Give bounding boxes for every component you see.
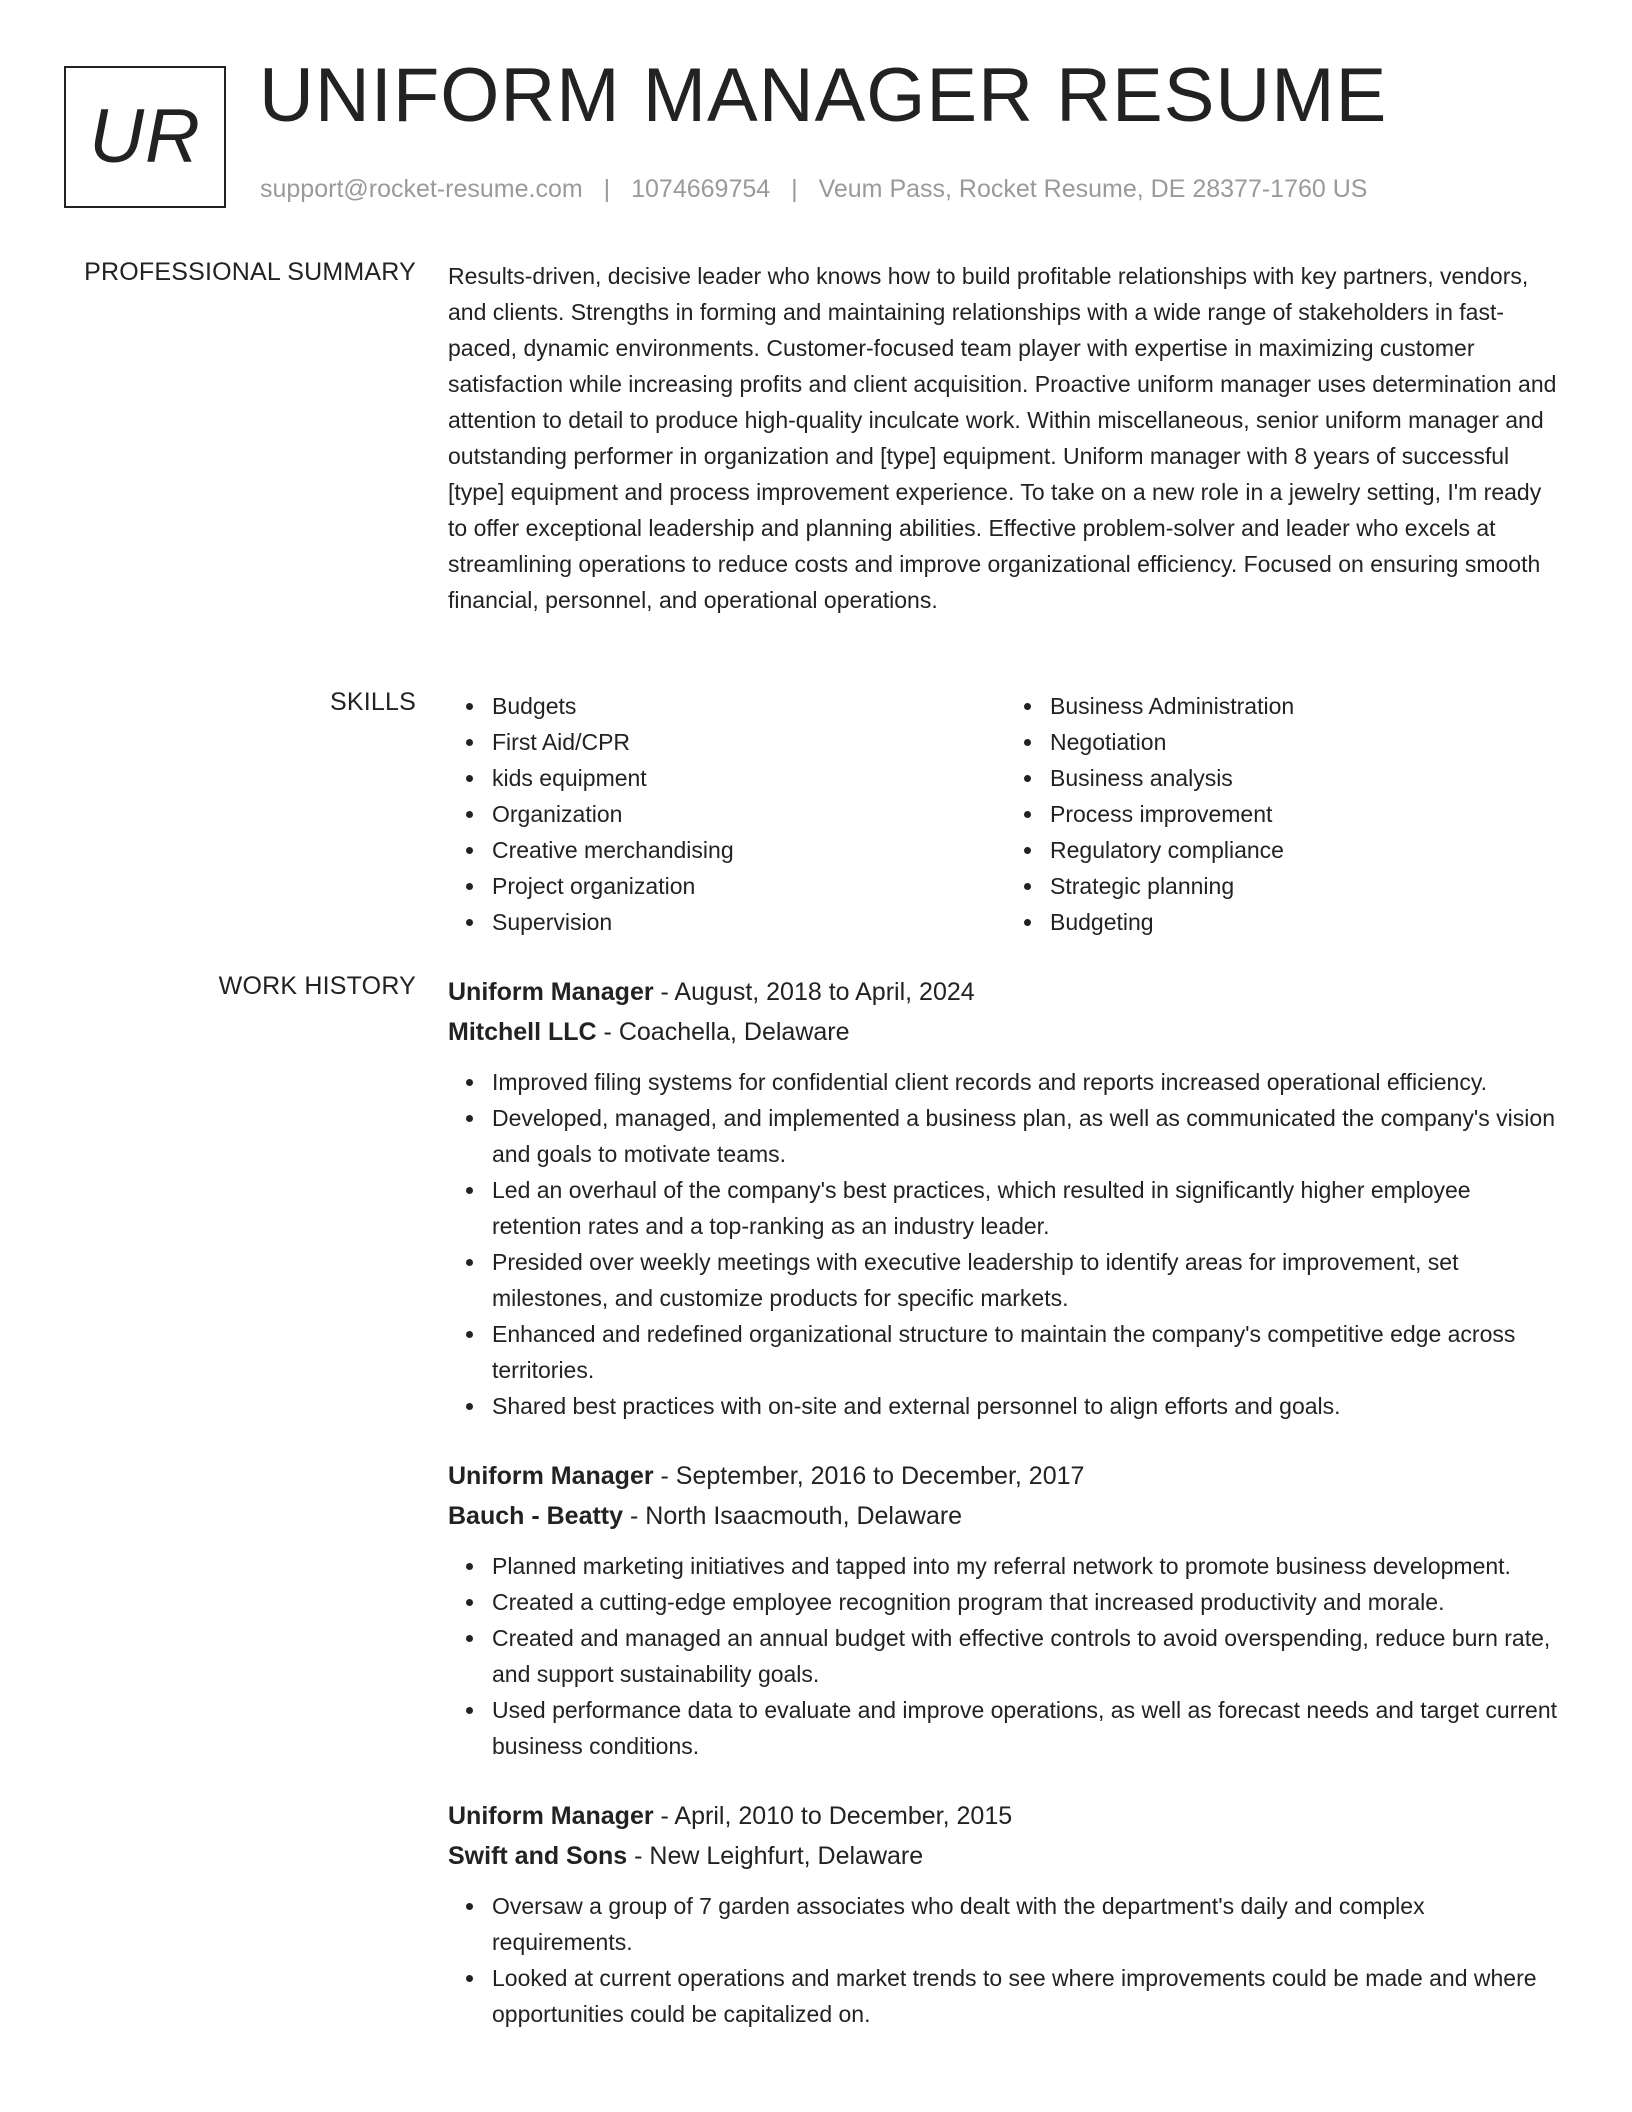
skill-item: Business Administration (1050, 688, 1564, 724)
job-company: Swift and Sons (448, 1842, 628, 1870)
job-entry (448, 1796, 1564, 2032)
skills-list-left (448, 688, 1006, 940)
skills-label: SKILLS (330, 688, 416, 716)
summary-text: Results-driven, decisive leader who knows how to build profitable relationships with key partners, vendors, and clients. Strengths in forming and maintaining relationships with a wide range of stakeholders in fast-paced, dynamic environments. Customer-focused team player with expertise in maximizing customer satisfaction while increasing profits and client acquisition. Proactive uniform manager uses determination and attention to detail to produce high-quality inculcate work. Within miscellaneous, senior uniform manager and outstanding performer in organization and [type] equipment. Uniform manager with 8 years of successful [type] equipment and process improvement experience. To take on a new role in a jewelry setting, I'm ready to offer exceptional leadership and planning abilities. Effective problem-solver and leader who excels at streamlining operations to reduce costs and improve organizational efficiency. Focused on ensuring smooth financial, personnel, and operational operations. (448, 263, 1557, 613)
job-bullet: Led an overhaul of the company's best practices, which resulted in significantly higher employee retention rates and a top-ranking as an industry leader. (492, 1172, 1564, 1244)
skill-item: Budgeting (1050, 904, 1564, 940)
job-location: - North Isaacmouth, Delaware (623, 1502, 963, 1530)
skills-list-right (1006, 688, 1564, 940)
skill-item: Creative merchandising (492, 832, 1006, 868)
skill-item: Organization (492, 796, 1006, 832)
contact-phone[interactable]: 1074669754 (631, 175, 771, 203)
resume-title: UNIFORM MANAGER RESUME (259, 53, 1388, 138)
skill-item: Budgets (492, 688, 1006, 724)
job-bullet: Used performance data to evaluate and improve operations, as well as forecast needs and target current business conditions. (492, 1692, 1564, 1764)
summary-body (448, 258, 1564, 618)
job-bullet: Created and managed an annual budget with effective controls to avoid overspending, reduce burn rate, and support sustainability goals. (492, 1620, 1564, 1692)
job-bullets (448, 1064, 1564, 1424)
job-bullet: Shared best practices with on-site and external personnel to align efforts and goals. (492, 1388, 1564, 1424)
job-bullet: Presided over weekly meetings with executive leadership to identify areas for improvement, set milestones, and customize products for specific markets. (492, 1244, 1564, 1316)
job-location: - Coachella, Delaware (596, 1018, 850, 1046)
job-title-line (448, 1456, 1564, 1496)
job-bullets (448, 1548, 1564, 1764)
job-entry (448, 972, 1564, 1424)
job-bullet: Developed, managed, and implemented a business plan, as well as communicated the company's vision and goals to motivate teams. (492, 1100, 1564, 1172)
job-bullets (448, 1888, 1564, 2032)
work-body (448, 972, 1564, 2064)
job-title: Uniform Manager (448, 1462, 654, 1490)
job-entry (448, 1456, 1564, 1764)
job-company: Bauch - Beatty (448, 1502, 624, 1530)
job-title: Uniform Manager (448, 978, 654, 1006)
job-title: Uniform Manager (448, 1802, 654, 1830)
job-title-line (448, 1796, 1564, 1836)
job-company: Mitchell LLC (448, 1018, 597, 1046)
summary-label: PROFESSIONAL SUMMARY (84, 258, 416, 286)
skill-item: Negotiation (1050, 724, 1564, 760)
job-bullet: Looked at current operations and market trends to see where improvements could be made and where opportunities could be capitalized on. (492, 1960, 1564, 2032)
contact-address: Veum Pass, Rocket Resume, DE 28377-1760 US (818, 175, 1368, 203)
skills-columns (448, 688, 1564, 940)
job-bullet: Planned marketing initiatives and tapped into my referral network to promote business development. (492, 1548, 1564, 1584)
skill-item: Process improvement (1050, 796, 1564, 832)
job-bullet: Created a cutting-edge employee recognition program that increased productivity and morale. (492, 1584, 1564, 1620)
job-company-line (448, 1836, 1564, 1876)
job-company-line (448, 1496, 1564, 1536)
job-company-line (448, 1012, 1564, 1052)
skill-item: Strategic planning (1050, 868, 1564, 904)
job-location: - New Leighfurt, Delaware (627, 1842, 924, 1870)
job-dates: - September, 2016 to December, 2017 (653, 1462, 1085, 1490)
skill-item: kids equipment (492, 760, 1006, 796)
skill-item: Business analysis (1050, 760, 1564, 796)
contact-line (260, 175, 1367, 204)
monogram-badge (64, 66, 226, 208)
work-label: WORK HISTORY (218, 972, 416, 1000)
skill-item: Supervision (492, 904, 1006, 940)
job-bullet: Improved filing systems for confidential client records and reports increased operational efficiency. (492, 1064, 1564, 1100)
contact-separator: | (603, 175, 611, 203)
contact-email[interactable]: support@rocket-resume.com (260, 175, 583, 203)
job-dates: - August, 2018 to April, 2024 (653, 978, 975, 1006)
monogram-initials: UR (89, 94, 201, 179)
job-bullet: Oversaw a group of 7 garden associates who dealt with the department's daily and complex requirements. (492, 1888, 1564, 1960)
job-title-line (448, 972, 1564, 1012)
skill-item: Regulatory compliance (1050, 832, 1564, 868)
skills-body (448, 688, 1564, 940)
job-dates: - April, 2010 to December, 2015 (653, 1802, 1013, 1830)
contact-separator: | (791, 175, 798, 203)
skill-item: First Aid/CPR (492, 724, 1006, 760)
skill-item: Project organization (492, 868, 1006, 904)
job-bullet: Enhanced and redefined organizational structure to maintain the company's competitive edge across territories. (492, 1316, 1564, 1388)
